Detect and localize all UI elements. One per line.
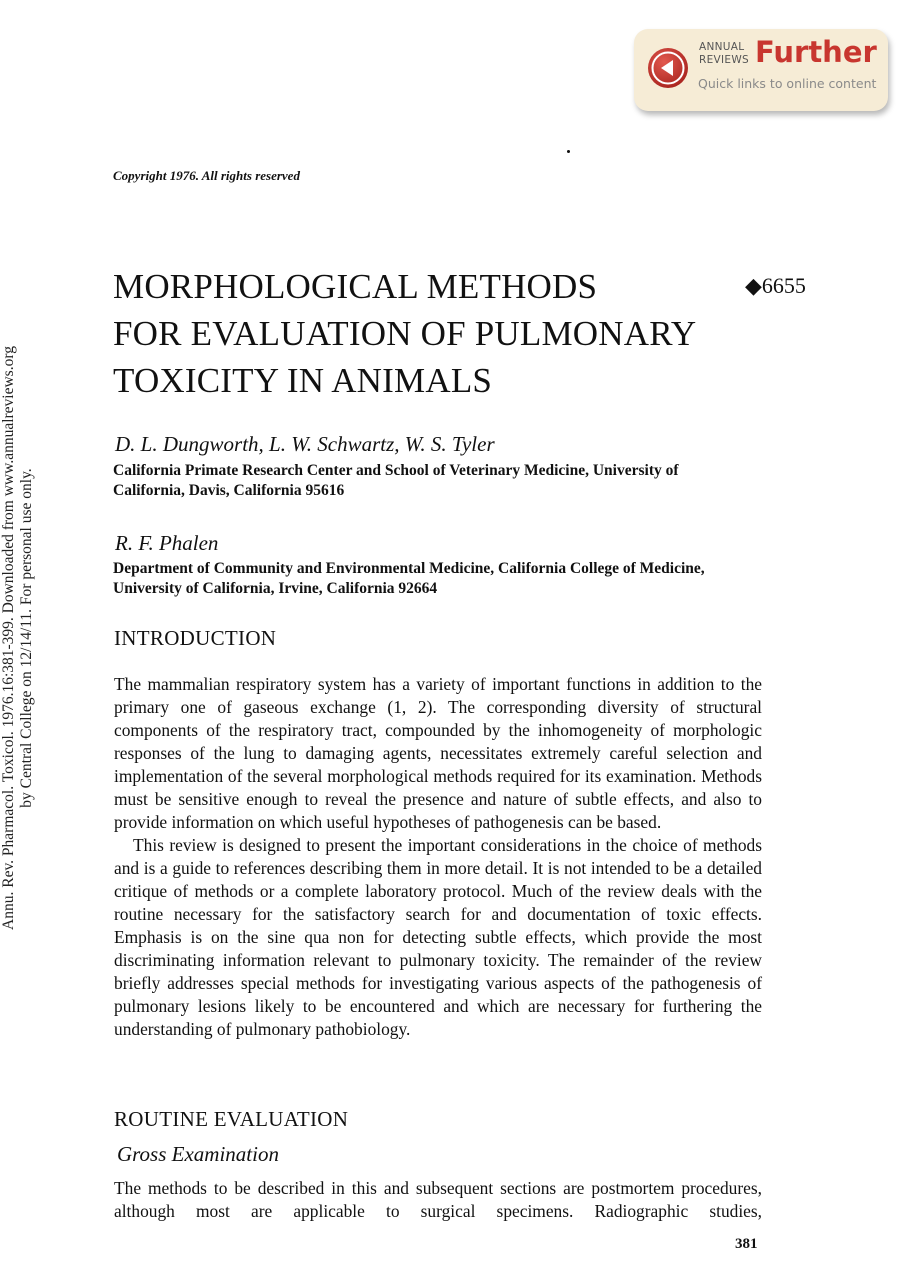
download-notice-text (0, 318, 48, 958)
title-line-1: MORPHOLOGICAL METHODS (113, 267, 598, 306)
page-number: 381 (735, 1236, 758, 1252)
routine-body (114, 1177, 762, 1223)
affiliation-group-2 (113, 559, 773, 599)
article-title (113, 263, 753, 404)
further-label[interactable]: Further (755, 35, 877, 69)
further-links-panel[interactable] (634, 29, 888, 111)
gross-examination-subheading: Gross Examination (117, 1142, 279, 1166)
stray-dot (567, 150, 570, 153)
introduction-heading: INTRODUCTION (114, 626, 277, 650)
download-notice-sidebar (0, 318, 48, 958)
play-back-icon[interactable] (647, 47, 689, 89)
copyright-notice: Copyright 1976. All rights reserved (113, 168, 300, 183)
further-subtitle: Quick links to online content (698, 76, 877, 91)
article-code: ◆6655 (745, 273, 806, 298)
download-notice-line1: Annu. Rev. Pharmacol. Toxicol. 1976.16:381-399. Downloaded from www.annualreviews.org (0, 346, 17, 930)
introduction-paragraph-2: This review is designed to present the important considerations in the choice of methods and is a guide to references describing them in more detail. It is not intended to be a detailed critique of methods or a complete laboratory protocol. Much of the review deals with the routine necessary for the satisfactory search for and documentation of toxic effects. Emphasis is on the sine qua non for detecting subtle effects, which provide the most discriminating information relevant to pulmonary toxicity. The remainder of the review briefly addresses special methods for investigating various aspects of the pathogenesis of pulmonary lesions likely to be encountered and which are necessary for furthering the understanding of pulmonary pathobiology. (114, 835, 762, 1039)
title-line-3: TOXICITY IN ANIMALS (113, 361, 493, 400)
introduction-body (114, 673, 762, 1041)
routine-paragraph-1: The methods to be described in this and subsequent sections are postmortem procedures, although most are applicable to surgical specimens. Radiographic studies, (114, 1178, 762, 1221)
download-notice-line2: by Central College on 12/14/11. For personal use only. (18, 468, 35, 808)
affiliation-1-line-1: California Primate Research Center and School of Veterinary Medicine, University of (113, 462, 679, 479)
title-line-2: FOR EVALUATION OF PULMONARY (113, 314, 697, 353)
affiliation-group-1 (113, 461, 773, 501)
affiliation-2-line-1: Department of Community and Environmental Medicine, California College of Medicine, (113, 560, 705, 577)
authors-group-1: D. L. Dungworth, L. W. Schwartz, W. S. Tyler (115, 432, 495, 456)
reviews-label: REVIEWS (699, 54, 749, 66)
annual-label: ANNUAL (699, 41, 745, 53)
affiliation-1-line-2: California, Davis, California 95616 (113, 482, 345, 499)
introduction-paragraph-1: The mammalian respiratory system has a variety of important functions in addition to the primary one of gaseous exchange (1, 2). The corresponding diversity of structural components of the respiratory tract, compounded by the inhomogeneity of morphologic responses of the lung to damaging agents, necessitates extremely careful selection and implementation of the several morphological methods required for its examination. Methods must be sensitive enough to reveal the presence and nature of subtle effects, and also to provide information on which useful hypotheses of pathogenesis can be based. (114, 674, 762, 832)
affiliation-2-line-2: University of California, Irvine, California 92664 (113, 580, 438, 597)
authors-group-2: R. F. Phalen (115, 531, 219, 555)
routine-evaluation-heading: ROUTINE EVALUATION (114, 1107, 349, 1131)
